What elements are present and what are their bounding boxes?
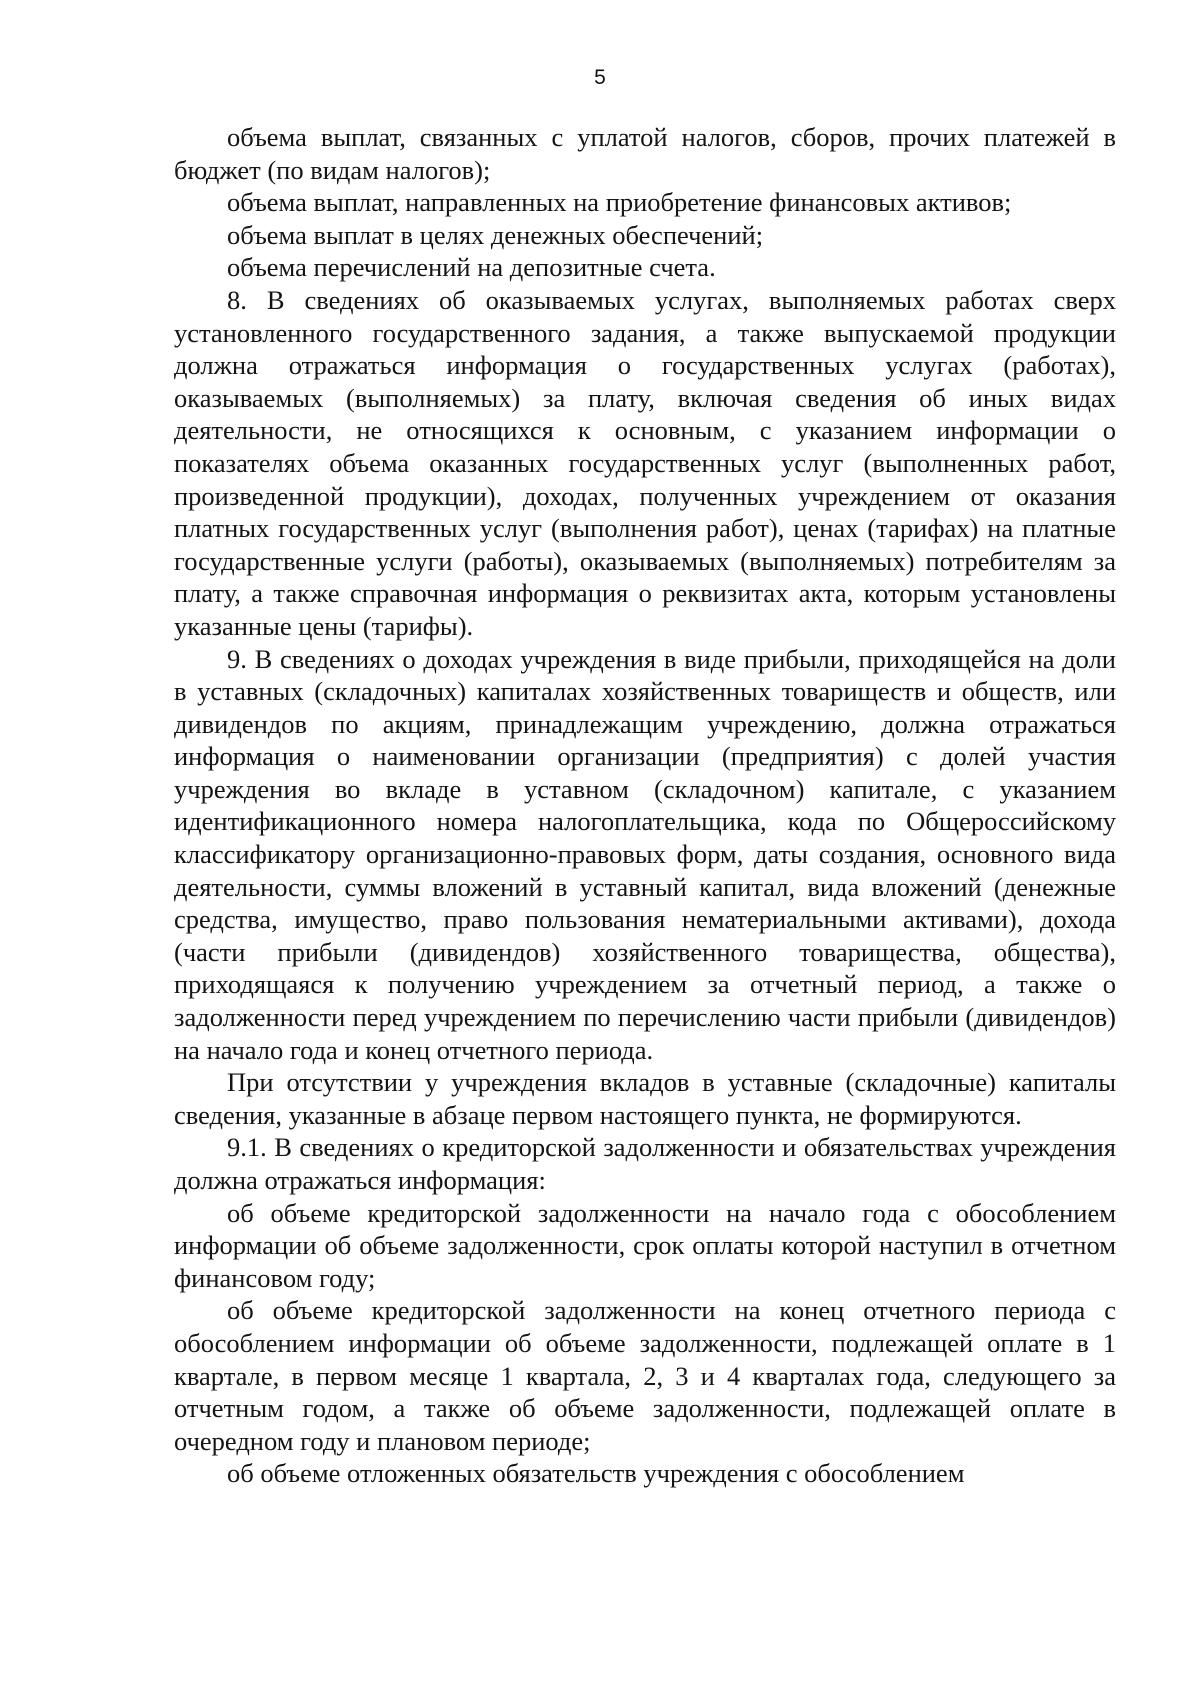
paragraph-deposit-accounts: объема перечислений на депозитные счета.: [227, 252, 716, 283]
paragraph-financial-assets: объема выплат, направленных на приобретение финансовых активов;: [227, 187, 1012, 218]
paragraph-item-9: 9. В сведениях о доходах учреждения в виде прибыли, приходящейся на доли в уставных (складочных) капиталах хозяйственных товариществ и обществ, или дивидендов по акциям, принадлежащим учреждению, должна отражаться информация о наименовании организации (предприятия) с долей участия учреждения во вкладе в уставном (складочном) капитале, с указанием идентификационного номера налогоплательщика, кода по Общероссийскому классификатору организационно-правовых форм, даты создания, основного вида деятельности, суммы вложений в уставный капитал, вида вложений (денежные средства, имущество, право пользования нематериальными активами), дохода (части прибыли (дивидендов) хозяйственного товарищества, общества), приходящаяся к получению учреждением за отчетный период, а также о задолженности перед учреждением по перечислению части прибыли (дивидендов) на начало года и конец отчетного периода.: [174, 643, 1116, 1065]
document-body: [174, 121, 1116, 1490]
paragraph-monetary-provisions: объема выплат в целях денежных обеспечений;: [227, 219, 764, 250]
paragraph-payables-end: об объеме кредиторской задолженности на конец отчетного периода с обособлением информации об объеме задолженности, подлежащей оплате в 1 квартале, в первом месяце 1 квартала, 2, 3 и 4 кварталах года, следующего за отчетным годом, а также об объеме задолженности, подлежащей оплате в очередном году и плановом периоде;: [174, 1295, 1116, 1456]
paragraph-item-9-absence: При отсутствии у учреждения вкладов в уставные (складочные) капиталы сведения, указанные в абзаце первом настоящего пункта, не формируются.: [174, 1067, 1116, 1130]
page-number: 5: [594, 66, 606, 89]
paragraph-deferred-obligations: об объеме отложенных обязательств учреждения с обособлением: [227, 1458, 965, 1489]
paragraph-payables-start: об объеме кредиторской задолженности на начало года с обособлением информации об объеме задолженности, срок оплаты которой наступил в отчетном финансовом году;: [174, 1197, 1116, 1293]
paragraph-item-9-1: 9.1. В сведениях о кредиторской задолженности и обязательствах учреждения должна отражаться информация:: [174, 1132, 1116, 1195]
paragraph-item-8: 8. В сведениях об оказываемых услугах, выполняемых работах сверх установленного государственного задания, а также выпускаемой продукции должна отражаться информация о государственных услугах (работах), оказываемых (выполняемых) за плату, включая сведения об иных видах деятельности, не относящихся к основным, с указанием информации о показателях объема оказанных государственных услуг (выполненных работ, произведенной продукции), доходах, полученных учреждением от оказания платных государственных услуг (выполнения работ), ценах (тарифах) на платные государственные услуги (работы), оказываемых (выполняемых) потребителям за плату, а также справочная информация о реквизитах акта, которым установлены указанные цены (тарифы).: [174, 284, 1116, 641]
paragraph-tax-payments: объема выплат, связанных с уплатой налогов, сборов, прочих платежей в бюджет (по видам налогов);: [174, 122, 1116, 185]
